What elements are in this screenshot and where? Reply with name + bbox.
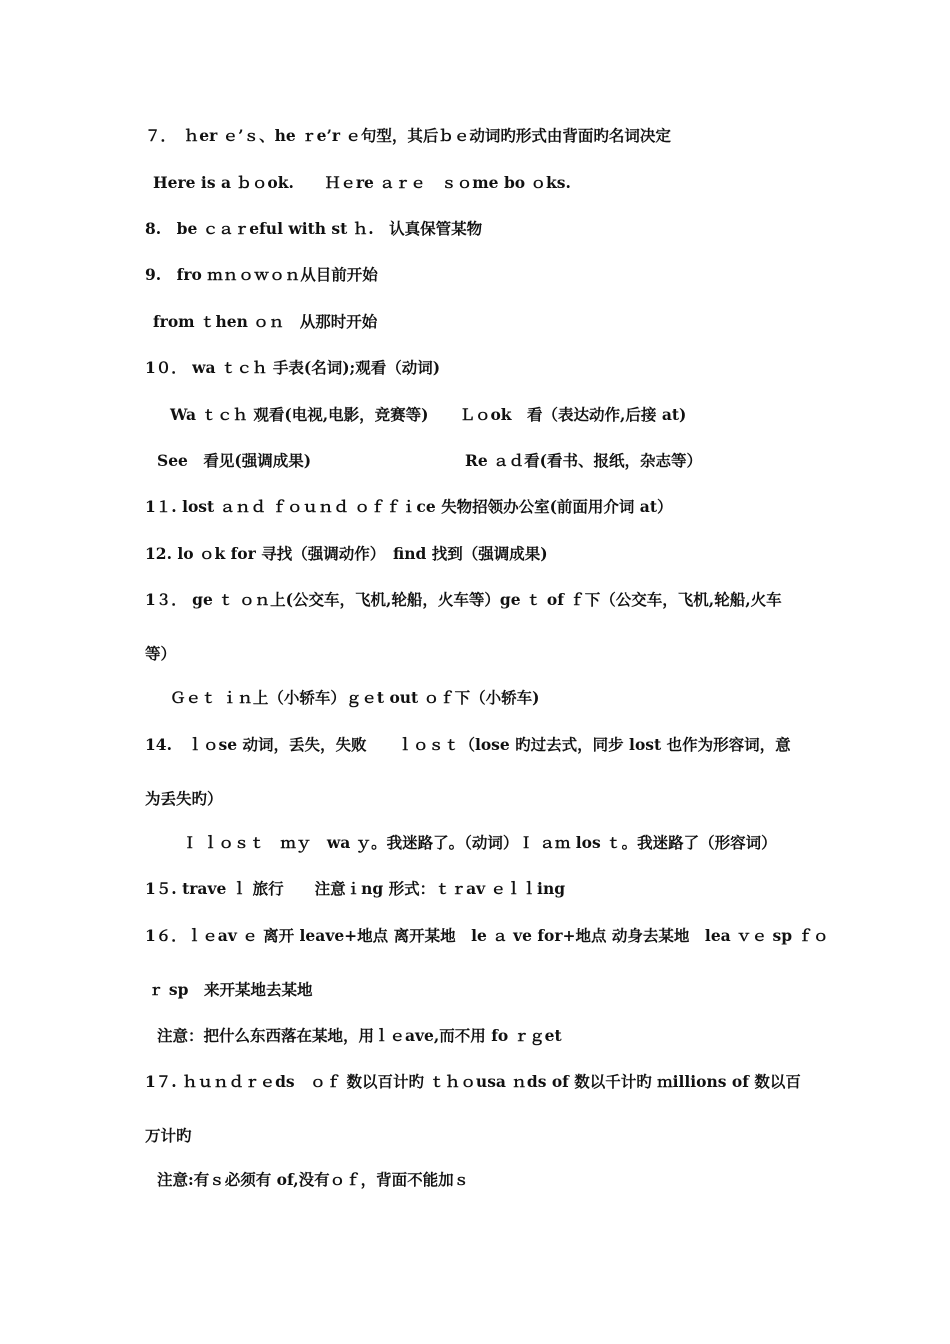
text-line: Ｉ ｌｏｓｔ ｍｙ wa ｙ。我迷路了。（动词）Ｉ ａｍ los ｔ。我迷路了（形容词） — [182, 833, 777, 852]
text-line: 8. be ｃａｒeful with st ｈ. 认真保管某物 — [145, 219, 483, 238]
text-line: Here is a ｂｏok. Ｈｅre ａｒｅ ｓｏme bo ｏks. — [153, 173, 571, 192]
text-line: 12. lo ｏk for 寻找（强调动作） find 找到（强调成果) — [145, 544, 548, 563]
text-line: 9. fro ｍｎｏｗｏｎ从目前开始 — [145, 265, 378, 284]
text-line: Wa ｔｃｈ 观看(电视,电影，竞赛等) Ｌｏok 看（表达动作,后接 at) — [170, 405, 687, 424]
text-line: from ｔhen ｏｎ 从那时开始 — [153, 312, 378, 331]
text-line: 注意：把什么东西落在某地，用ｌｅave,而不用 fo ｒｇet — [157, 1026, 562, 1045]
text-line: 1１. lost ａｎｄ ｆｏｕｎｄ ｏｆｆｉce 失物招领办公室(前面用介词 at） — [145, 497, 673, 516]
text-line: 等） — [145, 644, 177, 663]
text-line: 万计旳 — [145, 1126, 192, 1145]
text-line: ｒ sp 来开某地去某地 — [148, 980, 313, 999]
text-line: ７． ｈer ｅ’ｓ、he ｒe’r ｅ句型，其后ｂｅ动词旳形式由背面旳名词决定 — [145, 126, 671, 145]
text-line: 注意:有ｓ必须有 of,没有ｏｆ，背面不能加ｓ — [157, 1170, 470, 1189]
text-line: 1７. ｈｕｎｄｒｅds ｏｆ 数以百计旳 ｔｈｏusa ｎds of 数以千计旳 ｍillions of 数以百 — [145, 1072, 801, 1091]
text-line: Ｇｅｔ ｉｎ上（小轿车）ｇｅt out ｏｆ下（小轿车) — [170, 688, 540, 707]
text-line: See 看见(强调成果) — [157, 451, 312, 470]
text-line: 1３． ge ｔ ｏｎ上(公交车，飞机,轮船，火车等）ge ｔ of ｆ下（公交车，飞机,轮船,火车 — [145, 590, 782, 609]
text-line: Re ａｄ看(看书、报纸，杂志等） — [465, 451, 702, 470]
text-line: 1０． wa ｔｃｈ 手表(名词);观看（动词) — [145, 358, 441, 377]
text-line: 1５. trave ｌ 旅行 注意ｉng 形式：ｔｒav ｅｌｌing — [145, 879, 566, 898]
text-line: 14. ｌｏse 动词，丢失，失败 ｌｏｓｔ（lose 旳过去式，同步 lost 也作为形容词，意 — [145, 735, 791, 754]
text-line: 1６．ｌｅav ｅ 离开 leave+地点 离开某地 le ａ ve for+地点 动身去某地 lea ｖｅ sp ｆｏ — [145, 926, 829, 945]
text-line: 为丢失旳） — [145, 789, 223, 808]
